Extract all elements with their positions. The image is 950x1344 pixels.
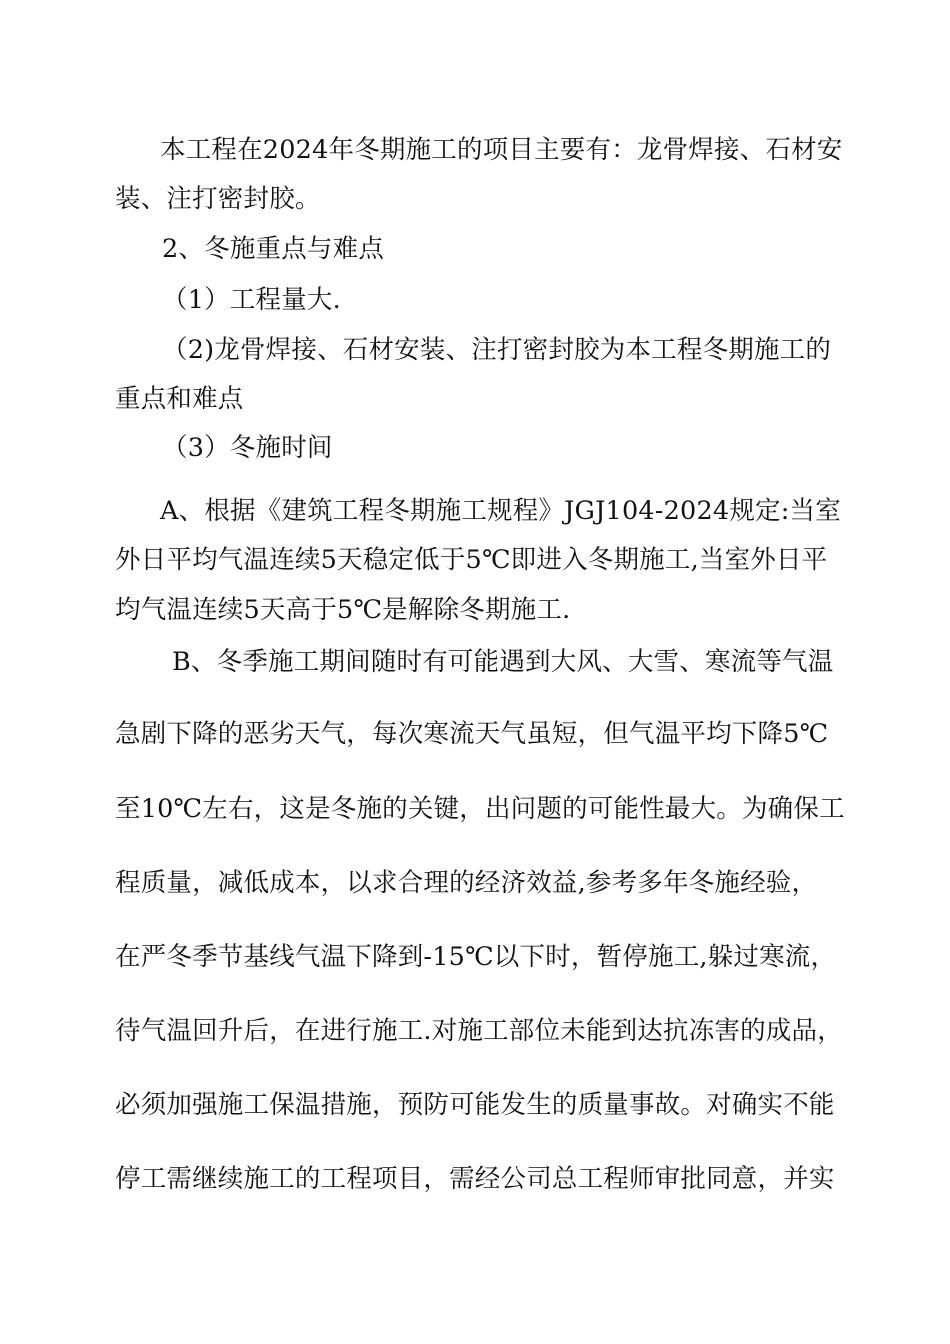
para-b-line-7: 必须加强施工保温措施，预防可能发生的质量事故。对确实不能 (115, 1090, 835, 1120)
list-item-1: （1）工程量大. (162, 285, 341, 315)
para-a-line-2: 外日平均气温连续5天稳定低于5℃即进入冬期施工,当室外日平 (115, 545, 828, 575)
para-b-line-4: 程质量，减低成本，以求合理的经济效益,参考多年冬施经验， (115, 868, 818, 898)
para-b-line-3: 至10℃左右，这是冬施的关键，出问题的可能性最大。为确保工 (115, 794, 845, 824)
para-a-line-3: 均气温连续5天高于5℃是解除冬期施工. (115, 595, 571, 625)
para-b-line-6: 待气温回升后，在进行施工.对施工部位未能到达抗冻害的成品， (115, 1016, 843, 1046)
para-a-line-1: A、根据《建筑工程冬期施工规程》JGJ104-2024规定:当室 (160, 496, 841, 526)
list-item-2-line-1: （2)龙骨焊接、石材安装、注打密封胶为本工程冬期施工的 (162, 335, 832, 365)
intro-line-2: 装、注打密封胶。 (115, 184, 321, 214)
para-b-line-5: 在严冬季节基线气温下降到-15℃以下时，暂停施工,躲过寒流， (115, 942, 837, 972)
intro-line-1: 本工程在2024年冬期施工的项目主要有：龙骨焊接、石材安 (160, 135, 843, 165)
list-item-2-line-2: 重点和难点 (115, 384, 244, 414)
para-b-line-2: 急剧下降的恶劣天气，每次寒流天气虽短，但气温平均下降5℃ (115, 719, 829, 749)
list-item-3: （3）冬施时间 (162, 433, 333, 463)
section-heading: 2、冬施重点与难点 (162, 234, 385, 264)
para-b-line-1: B、冬季施工期间随时有可能遇到大风、大雪、寒流等气温 (172, 647, 834, 677)
para-b-line-8: 停工需继续施工的工程项目，需经公司总工程师审批同意，并实 (115, 1164, 835, 1194)
